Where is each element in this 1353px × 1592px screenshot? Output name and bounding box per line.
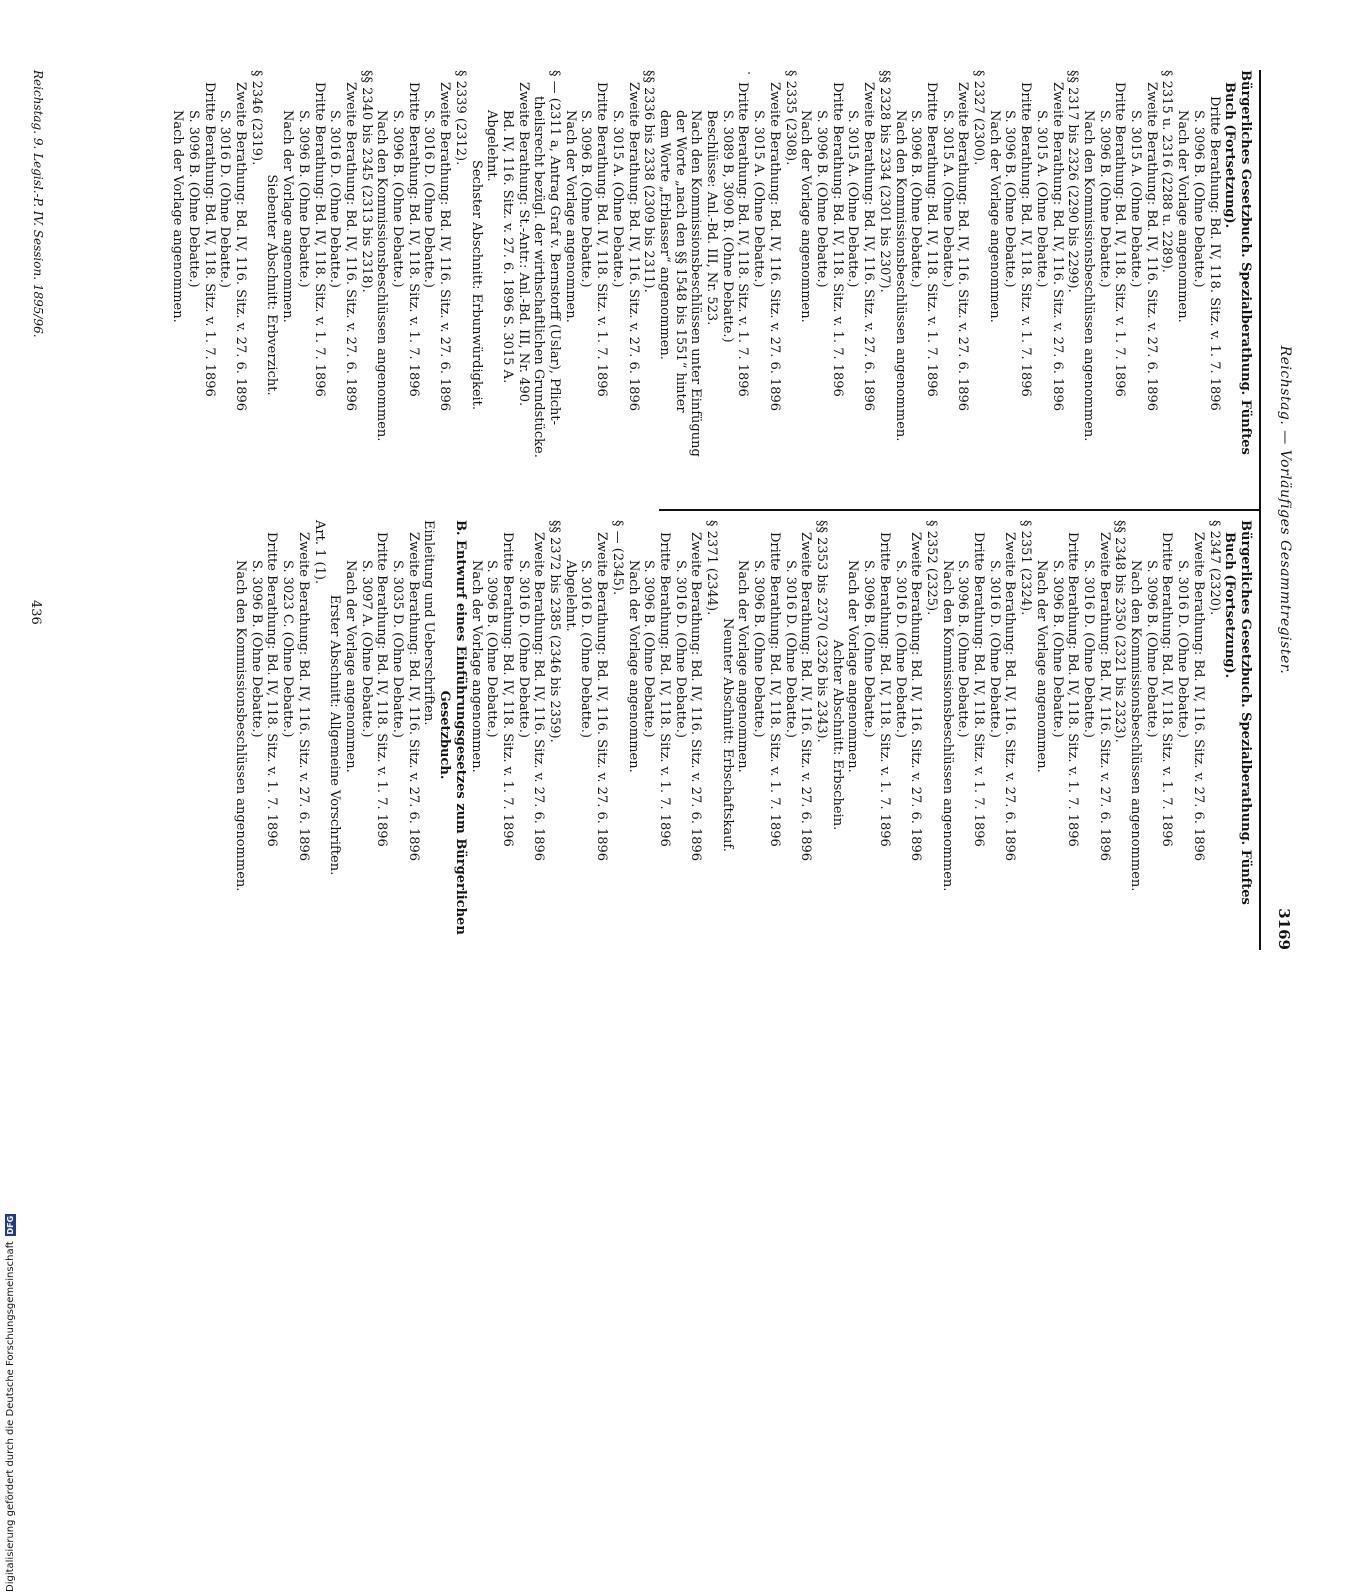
register-line: Zweite Berathung: Bd. IV, 116. Sitz. v. 27. 6. 1896 (1190, 532, 1206, 862)
register-line: Nach der Vorlage angenommen. (845, 560, 861, 773)
register-line: S. 3016 D. (Ohne Debatte.) (986, 560, 1002, 738)
register-line: § 2339 (2312). (452, 70, 468, 166)
footer-note: Reichstag. 9. Legisl.-P. IV. Session. 1895/96. (31, 70, 45, 338)
register-line: Nach den Kommissionsbeschlüssen angenommen. (233, 560, 248, 892)
register-line: § — (2311 a, Antrag Graf v. Bernstorff (Uslar), Pflicht- (547, 70, 563, 425)
register-line: Abgelehnt. (484, 110, 500, 182)
register-line: Zweite Berathung: Bd. IV, 116. Sitz. v. 27. 6. 1896 (405, 532, 421, 862)
register-line: Sechster Abschnitt: Erbunwürdigkeit. (468, 159, 484, 411)
register-line: S. 3016 D. (Ohne Debatte.) (1175, 560, 1191, 738)
register-line: Art. 1 (1). (311, 520, 327, 585)
register-line: Nach den Kommissionsbeschlüssen angenommen. (1080, 110, 1096, 442)
register-line: Dritte Berathung: Bd. IV, 118. Sitz. v. 1. 7. 1896 (405, 82, 421, 397)
register-line: Nach der Vorlage angenommen. (625, 560, 641, 773)
register-line: Dritte Berathung: Bd. IV, 118. Sitz. v. 1. 7. 1896 (499, 532, 515, 847)
register-line: Abgelehnt. (562, 560, 578, 632)
register-line: Zweite Berathung: Bd. IV, 116. Sitz. v. 27. 6. 1896 (688, 532, 704, 862)
register-line: § 2327 (2300). (971, 70, 987, 166)
register-line: Einleitung und Ueberschriften. (421, 520, 437, 726)
register-line: Siebenter Abschnitt: Erbverzicht. (264, 174, 280, 396)
register-line: Nach der Vorlage angenommen. (735, 560, 751, 773)
register-line: S. 3096 B. (Ohne Debatte.) (185, 110, 201, 288)
register-line: Dritte Berathung: Bd. IV, 118. Sitz. v. 1. 7. 1896 (311, 82, 327, 397)
register-line: Buch (Fortsetzung). (1222, 532, 1238, 679)
register-line: theilsrecht bezügl. der wirthschaftlichen Grundstücke. (531, 96, 547, 458)
register-line: S. 3096 B. (Ohne Debatte.) (814, 110, 830, 288)
register-line: Achter Abschnitt: Erbschein. (829, 639, 845, 831)
register-line: Dritte Berathung: Bd. IV, 118. Sitz. v. 1. 7. 1896 (1065, 532, 1081, 847)
register-line: S. 3096 B. (Ohne Debatte.) (390, 110, 406, 288)
register-line: S. 3016 D. (Ohne Debatte.) (892, 560, 908, 738)
header-page-number: 3169 (1275, 908, 1293, 950)
register-line: S. 3097 A. (Ohne Debatte.) (358, 560, 374, 738)
register-line: Bürgerliches Gesetzbuch. Spezialberathung. Fünftes (1238, 520, 1253, 905)
register-line: Dritte Berathung: Bd. IV, 118. Sitz. v. 1. 7. 1896 (374, 532, 390, 847)
register-line: S. 3015 A. (Ohne Debatte.) (1128, 110, 1144, 288)
register-line: Zweite Berathung: Bd. IV, 116. Sitz. v. 27. 6. 1896 (594, 532, 610, 862)
register-line: Dritte Berathung: Bd. IV, 118. Sitz. v. 1. 7. 1896 (923, 82, 939, 397)
register-line: § 2315 u. 2316 (2288 u. 2289). (1159, 70, 1175, 273)
register-line: Dritte Berathung: Bd. IV, 118. Sitz. v. 1. 7. 1896 (735, 82, 751, 397)
register-line: Dritte Berathung: Bd. IV, 118. Sitz. v. 1. 7. 1896 (971, 532, 987, 847)
register-line: §§ 2336 bis 2338 (2309 bis 2311). (641, 70, 657, 293)
register-line: Nach den Kommissionsbeschlüssen angenommen. (374, 110, 390, 442)
register-line: Erster Abschnitt: Allgemeine Vorschriften. (327, 594, 343, 876)
register-line: der Worte „nach den §§ 1548 bis 1551“ hinter (672, 110, 688, 413)
left-column (169, 70, 1253, 500)
dfg-logo: DFG (5, 1215, 15, 1235)
register-line: Nach der Vorlage angenommen. (798, 110, 814, 323)
register-line: Bd. IV, 116. Sitz. v. 27. 6. 1896 S. 3015 A. (499, 110, 515, 384)
register-line: Zweite Berathung: Bd. IV, 116. Sitz. v. 27. 6. 1896 (861, 82, 877, 412)
register-line: Nach den Kommissionsbeschlüssen angenommen. (1128, 560, 1144, 892)
scan-speck (748, 72, 750, 74)
register-line: §§ 2372 bis 2385 (2346 bis 2359). (547, 520, 563, 743)
register-line: § 2346 (2319). (248, 70, 264, 166)
register-line: §§ 2317 bis 2326 (2290 bis 2299). (1065, 70, 1081, 293)
register-line: Dritte Berathung: Bd. IV, 118. Sitz. v. 1. 7. 1896 (1112, 82, 1128, 397)
register-line: Zweite Berathung: Bd. IV, 116. Sitz. v. 27. 6. 1896 (1002, 532, 1018, 862)
footer-page-number: 436 (28, 600, 43, 625)
register-line: dem Worte „Erblasser“ angenommen. (656, 110, 672, 360)
register-line: Zweite Berathung: Bd. IV, 116. Sitz. v. 27. 6. 1896 (437, 82, 453, 412)
register-line: Dritte Berathung: Bd. IV, 118. Sitz. v. 1. 7. 1896 (766, 532, 782, 847)
register-line: Nach der Vorlage angenommen. (342, 560, 358, 773)
register-line: S. 3096 B. (Ohne Debatte.) (1190, 110, 1206, 288)
register-line: S. 3096 B. (Ohne Debatte.) (248, 560, 264, 738)
register-line: Zweite Berathung: Bd. IV, 116. Sitz. v. 27. 6. 1896 (766, 82, 782, 412)
register-line: S. 3096 B. (Ohne Debatte.) (1143, 560, 1159, 738)
register-line: §§ 2328 bis 2334 (2301 bis 2307). (876, 70, 892, 293)
register-line: §§ 2348 bis 2350 (2321 bis 2323). (1112, 520, 1128, 743)
register-line: Nach der Vorlage angenommen. (280, 110, 296, 323)
register-line: S. 3089 B, 3090 B. (Ohne Debatte.) (719, 110, 735, 343)
register-line: S. 3016 D. (Ohne Debatte.) (578, 560, 594, 738)
register-line: Nach den Kommissionsbeschlüssen angenommen. (939, 560, 955, 892)
register-line: Nach der Vorlage angenommen. (562, 110, 578, 323)
register-line: S. 3015 A. (Ohne Debatte.) (751, 110, 767, 288)
register-line: § 2335 (2308). (782, 70, 798, 166)
register-line: § 2352 (2325). (923, 520, 939, 616)
register-line: § 2351 (2324). (1018, 520, 1034, 616)
register-line: S. 3096 B. (Ohne Debatte.) (751, 560, 767, 738)
digitization-note (2, 1202, 18, 1592)
register-line: Dritte Berathung: Bd. IV, 118. Sitz. v. 1. 7. 1896 (201, 82, 217, 397)
register-line: S. 3016 D. (Ohne Debatte.) (217, 110, 233, 288)
register-line: Zweite Berathung: Bd. IV, 116. Sitz. v. 27. 6. 1896 (625, 82, 641, 412)
register-line: §§ 2340 bis 2345 (2313 bis 2318). (358, 70, 374, 293)
digitization-note-text: Digitalisierung gefördert durch die Deutsche Forschungsgemeinschaft (4, 1241, 16, 1592)
register-line: B. Entwurf eines Einführungsgesetzes zum Bürgerlichen (452, 520, 468, 935)
register-line: Nach der Vorlage angenommen. (1175, 110, 1191, 323)
header-rule (1259, 70, 1261, 950)
register-line: S. 3096 B. (Ohne Debatte.) (1096, 110, 1112, 288)
register-line: Dritte Berathung: Bd. IV, 118. Sitz. v. 1. 7. 1896 (264, 532, 280, 847)
register-line: S. 3096 B. (Ohne Debatte.) (955, 560, 971, 738)
register-line: Beschlüsse: Anl.-Bd. III, Nr. 523. (704, 110, 720, 326)
register-line: §§ 2353 bis 2370 (2326 bis 2343). (814, 520, 830, 743)
register-line: S. 3096 B. (Ohne Debatte.) (1002, 110, 1018, 288)
register-line: Zweite Berathung: Bd. IV, 116. Sitz. v. 27. 6. 1896 (798, 532, 814, 862)
register-line: S. 3015 A. (Ohne Debatte.) (609, 110, 625, 288)
register-line: S. 3096 B. (Ohne Debatte.) (641, 560, 657, 738)
register-line: S. 3035 D. (Ohne Debatte.) (390, 560, 406, 738)
register-line: Dritte Berathung: Bd. IV, 118. Sitz. v. 1. 7. 1896 (1018, 82, 1034, 397)
register-line: Zweite Berathung: Bd. IV, 116. Sitz. v. 27. 6. 1896 (1143, 82, 1159, 412)
register-line: Nach der Vorlage angenommen. (468, 560, 484, 773)
register-line: Dritte Berathung: Bd. IV, 118. Sitz. v. 1. 7. 1896 (594, 82, 610, 397)
register-line: S. 3023 C. (Ohne Debatte.) (280, 560, 296, 738)
register-line: § — (2345). (609, 520, 625, 596)
register-line: § 2371 (2344). (704, 520, 720, 616)
right-column (232, 520, 1253, 950)
register-line: S. 3096 B. (Ohne Debatte.) (295, 110, 311, 288)
register-line: Gesetzbuch. (437, 690, 453, 780)
register-line: Nach der Vorlage angenommen. (986, 110, 1002, 323)
register-line: Nach den Kommissionsbeschlüssen unter Einfügung (688, 110, 704, 457)
register-line: Zweite Berathung: Bd. IV, 116. Sitz. v. 27. 6. 1896 (233, 82, 248, 412)
register-line: S. 3015 A. (Ohne Debatte.) (1033, 110, 1049, 288)
register-line: Zweite Berathung: Bd. IV, 116. Sitz. v. 27. 6. 1896 (908, 532, 924, 862)
register-line: Nach der Vorlage angenommen. (1033, 560, 1049, 773)
register-line: Zweite Berathung: Bd. IV, 116. Sitz. v. 27. 6. 1896 (1049, 82, 1065, 412)
register-line: Buch (Fortsetzung). (1222, 82, 1238, 229)
register-line: Dritte Berathung: Bd. IV, 118. Sitz. v. 1. 7. 1896 (656, 532, 672, 847)
register-line: Zweite Berathung: St.-Antr.: Anl.-Bd. III, Nr. 490. (515, 82, 531, 407)
register-line: S. 3016 D. (Ohne Debatte.) (782, 560, 798, 738)
running-header (1269, 70, 1293, 950)
register-line: Nach der Vorlage angenommen. (170, 110, 186, 323)
register-line: S. 3015 A. (Ohne Debatte.) (845, 110, 861, 288)
register-line: Nach den Kommissionsbeschlüssen angenommen. (892, 110, 908, 442)
register-line: Zweite Berathung: Bd. IV, 116. Sitz. v. 27. 6. 1896 (295, 532, 311, 862)
register-line: S. 3096 B. (Ohne Debatte.) (578, 110, 594, 288)
register-line: Dritte Berathung: Bd. IV, 118. Sitz. v. 1. 7. 1896 (829, 82, 845, 397)
register-line: Zweite Berathung: Bd. IV, 116. Sitz. v. 27. 6. 1896 (342, 82, 358, 412)
register-line: Dritte Berathung: Bd. IV, 118. Sitz. v. 1. 7. 1896 (1159, 532, 1175, 847)
register-line: S. 3096 B. (Ohne Debatte.) (484, 560, 500, 738)
register-line: S. 3016 D. (Ohne Debatte.) (327, 110, 343, 288)
register-line: S. 3096 B. (Ohne Debatte.) (908, 110, 924, 288)
register-line: Neunter Abschnitt: Erbschaftskauf. (719, 618, 735, 852)
register-line: § 2347 (2320). (1206, 520, 1222, 616)
register-line: S. 3096 B. (Ohne Debatte.) (1049, 560, 1065, 738)
register-line: Zweite Berathung: Bd. IV, 116. Sitz. v. 27. 6. 1896 (955, 82, 971, 412)
register-line: S. 3015 A. (Ohne Debatte.) (939, 110, 955, 288)
register-line: S. 3016 D. (Ohne Debatte.) (1080, 560, 1096, 738)
column-divider (659, 509, 1259, 511)
header-title: Reichstag. — Vorläufiges Gesammtregister. (1277, 345, 1293, 675)
register-line: Dritte Berathung: Bd. IV, 118. Sitz. v. 1. 7. 1896 (1206, 96, 1222, 411)
register-line: Dritte Berathung: Bd. IV, 118. Sitz. v. 1. 7. 1896 (876, 532, 892, 847)
register-line: Zweite Berathung: Bd. IV, 116. Sitz. v. 27. 6. 1896 (531, 532, 547, 862)
register-line: S. 3096 B. (Ohne Debatte.) (861, 560, 877, 738)
register-line: S. 3016 D. (Ohne Debatte.) (421, 110, 437, 288)
register-line: Zweite Berathung: Bd. IV, 116. Sitz. v. 27. 6. 1896 (1096, 532, 1112, 862)
register-line: S. 3016 D. (Ohne Debatte.) (672, 560, 688, 738)
register-line: Bürgerliches Gesetzbuch. Spezialberathung. Fünftes (1238, 70, 1253, 455)
register-line: S. 3016 D. (Ohne Debatte.) (515, 560, 531, 738)
